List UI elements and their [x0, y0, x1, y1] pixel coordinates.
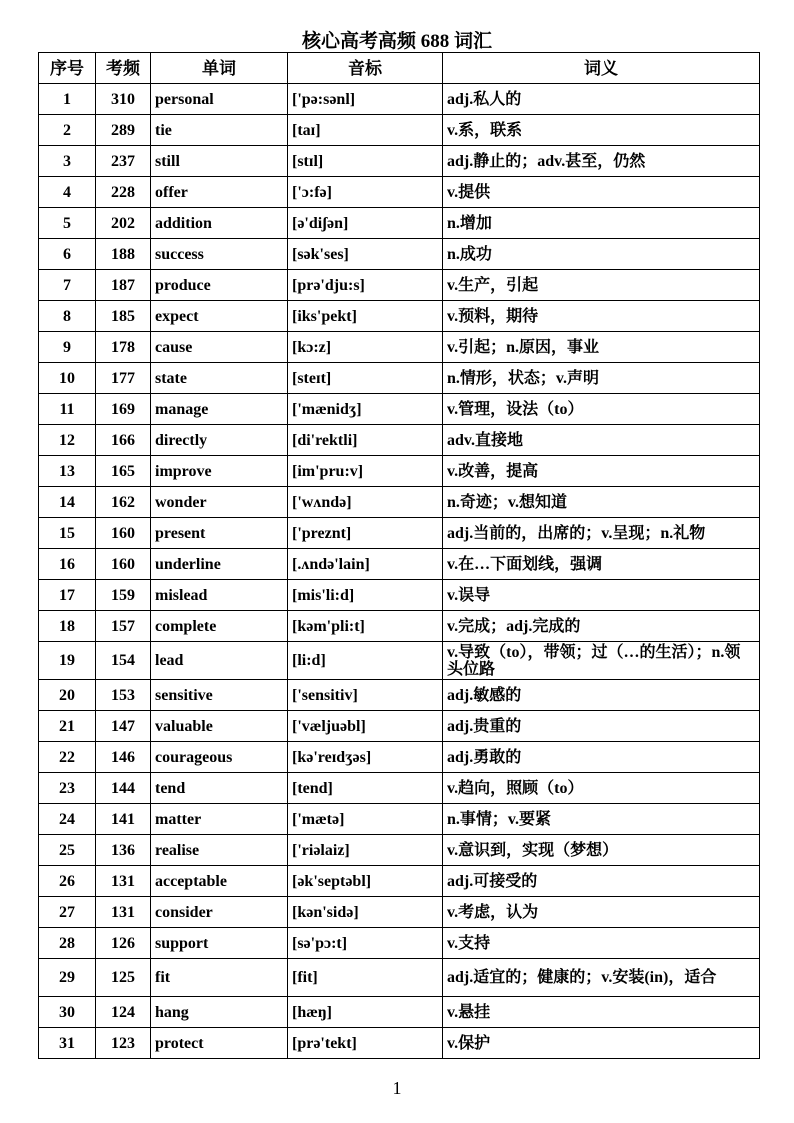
table-row: [39, 773, 760, 804]
header-index: 序号: [39, 53, 96, 84]
row-meaning: n.成功: [443, 239, 760, 270]
row-meaning: v.支持: [443, 928, 760, 959]
row-frequency: 187: [96, 270, 151, 301]
row-phonetic: ['preznt]: [288, 518, 443, 549]
row-phonetic: [iks'pekt]: [288, 301, 443, 332]
table-row: [39, 84, 760, 115]
row-index: 17: [39, 580, 96, 611]
table-row: [39, 804, 760, 835]
row-meaning: adj.敏感的: [443, 680, 760, 711]
row-frequency: 169: [96, 394, 151, 425]
row-meaning: v.改善，提高: [443, 456, 760, 487]
row-index: 10: [39, 363, 96, 394]
page-number: 1: [392, 1078, 402, 1098]
row-word: produce: [151, 270, 288, 301]
row-word: state: [151, 363, 288, 394]
table-row: [39, 1028, 760, 1059]
row-word: matter: [151, 804, 288, 835]
row-frequency: 160: [96, 549, 151, 580]
row-meaning: v.趋向，照顾（to）: [443, 773, 760, 804]
row-index: 31: [39, 1028, 96, 1059]
row-phonetic: [kən'sidə]: [288, 897, 443, 928]
row-word: protect: [151, 1028, 288, 1059]
row-index: 2: [39, 115, 96, 146]
row-phonetic: [tend]: [288, 773, 443, 804]
row-frequency: 188: [96, 239, 151, 270]
row-meaning: adj.可接受的: [443, 866, 760, 897]
table-row: [39, 959, 760, 997]
row-meaning: adj.贵重的: [443, 711, 760, 742]
row-phonetic: [sək'ses]: [288, 239, 443, 270]
row-meaning: adj.静止的；adv.甚至，仍然: [443, 146, 760, 177]
row-frequency: 136: [96, 835, 151, 866]
header-word: 单词: [151, 53, 288, 84]
row-phonetic: [hæŋ]: [288, 997, 443, 1028]
row-meaning: v.考虑，认为: [443, 897, 760, 928]
row-meaning: v.完成；adj.完成的: [443, 611, 760, 642]
row-phonetic: [sə'pɔ:t]: [288, 928, 443, 959]
table-row: [39, 487, 760, 518]
row-word: improve: [151, 456, 288, 487]
row-phonetic: [stɪl]: [288, 146, 443, 177]
row-meaning: v.提供: [443, 177, 760, 208]
row-phonetic: [kə'reɪdʒəs]: [288, 742, 443, 773]
row-meaning: n.奇迹；v.想知道: [443, 487, 760, 518]
header-phonetic: 音标: [288, 53, 443, 84]
row-word: realise: [151, 835, 288, 866]
row-index: 12: [39, 425, 96, 456]
row-index: 15: [39, 518, 96, 549]
table-row: [39, 177, 760, 208]
row-meaning: v.预料，期待: [443, 301, 760, 332]
row-frequency: 126: [96, 928, 151, 959]
row-word: present: [151, 518, 288, 549]
row-phonetic: ['mænidʒ]: [288, 394, 443, 425]
table-row: [39, 742, 760, 773]
table-row: [39, 115, 760, 146]
row-meaning: v.悬挂: [443, 997, 760, 1028]
row-phonetic: [kəm'pli:t]: [288, 611, 443, 642]
table-row: [39, 146, 760, 177]
row-index: 16: [39, 549, 96, 580]
row-phonetic: [di'rektli]: [288, 425, 443, 456]
row-index: 9: [39, 332, 96, 363]
row-meaning: adj.适宜的；健康的；v.安装(in)，适合: [443, 959, 760, 997]
row-frequency: 165: [96, 456, 151, 487]
row-phonetic: [li:d]: [288, 642, 443, 680]
row-frequency: 153: [96, 680, 151, 711]
row-frequency: 159: [96, 580, 151, 611]
row-word: fit: [151, 959, 288, 997]
row-phonetic: [steɪt]: [288, 363, 443, 394]
row-meaning: v.误导: [443, 580, 760, 611]
row-phonetic: [taɪ]: [288, 115, 443, 146]
row-meaning: v.保护: [443, 1028, 760, 1059]
table-row: [39, 301, 760, 332]
row-word: success: [151, 239, 288, 270]
row-frequency: 185: [96, 301, 151, 332]
row-word: underline: [151, 549, 288, 580]
row-word: valuable: [151, 711, 288, 742]
row-frequency: 160: [96, 518, 151, 549]
row-phonetic: [im'pru:v]: [288, 456, 443, 487]
row-word: mislead: [151, 580, 288, 611]
row-phonetic: ['wʌndə]: [288, 487, 443, 518]
row-index: 27: [39, 897, 96, 928]
row-phonetic: [.ʌndə'lain]: [288, 549, 443, 580]
row-phonetic: ['ɔ:fə]: [288, 177, 443, 208]
row-frequency: 177: [96, 363, 151, 394]
row-word: sensitive: [151, 680, 288, 711]
table-row: [39, 611, 760, 642]
header-frequency: 考频: [96, 53, 151, 84]
row-index: 28: [39, 928, 96, 959]
table-row: [39, 642, 760, 680]
row-index: 7: [39, 270, 96, 301]
row-meaning: v.引起；n.原因，事业: [443, 332, 760, 363]
row-phonetic: ['riəlaiz]: [288, 835, 443, 866]
row-word: wonder: [151, 487, 288, 518]
row-frequency: 146: [96, 742, 151, 773]
row-meaning: v.生产，引起: [443, 270, 760, 301]
row-index: 22: [39, 742, 96, 773]
row-phonetic: [mis'li:d]: [288, 580, 443, 611]
row-index: 24: [39, 804, 96, 835]
row-phonetic: [prə'dju:s]: [288, 270, 443, 301]
row-frequency: 131: [96, 866, 151, 897]
row-word: personal: [151, 84, 288, 115]
row-word: lead: [151, 642, 288, 680]
row-index: 13: [39, 456, 96, 487]
table-row: [39, 866, 760, 897]
row-meaning: n.事情；v.要紧: [443, 804, 760, 835]
row-index: 19: [39, 642, 96, 680]
row-meaning: adj.当前的，出席的；v.呈现；n.礼物: [443, 518, 760, 549]
row-meaning: v.管理，设法（to）: [443, 394, 760, 425]
row-meaning: adv.直接地: [443, 425, 760, 456]
table-row: [39, 897, 760, 928]
row-word: hang: [151, 997, 288, 1028]
row-meaning: n.增加: [443, 208, 760, 239]
row-phonetic: ['væljuəbl]: [288, 711, 443, 742]
row-word: expect: [151, 301, 288, 332]
table-row: [39, 928, 760, 959]
row-index: 4: [39, 177, 96, 208]
table-row: [39, 680, 760, 711]
row-word: offer: [151, 177, 288, 208]
row-word: acceptable: [151, 866, 288, 897]
row-phonetic: ['pə:sənl]: [288, 84, 443, 115]
row-index: 30: [39, 997, 96, 1028]
row-word: complete: [151, 611, 288, 642]
row-meaning: adj.勇敢的: [443, 742, 760, 773]
row-word: tie: [151, 115, 288, 146]
vocabulary-table: [38, 52, 760, 1059]
table-row: [39, 332, 760, 363]
page-title: 核心高考高频 688 词汇: [301, 31, 492, 52]
table-row: [39, 239, 760, 270]
row-frequency: 123: [96, 1028, 151, 1059]
row-meaning: v.在…下面划线，强调: [443, 549, 760, 580]
row-word: tend: [151, 773, 288, 804]
row-frequency: 125: [96, 959, 151, 997]
table-row: [39, 711, 760, 742]
row-frequency: 289: [96, 115, 151, 146]
row-word: manage: [151, 394, 288, 425]
row-index: 1: [39, 84, 96, 115]
table-row: [39, 835, 760, 866]
row-word: directly: [151, 425, 288, 456]
row-phonetic: [fit]: [288, 959, 443, 997]
row-index: 18: [39, 611, 96, 642]
row-phonetic: ['mætə]: [288, 804, 443, 835]
row-frequency: 154: [96, 642, 151, 680]
row-frequency: 166: [96, 425, 151, 456]
row-meaning: n.情形，状态；v.声明: [443, 363, 760, 394]
row-phonetic: [ə'diʃən]: [288, 208, 443, 239]
table-row: [39, 580, 760, 611]
row-word: still: [151, 146, 288, 177]
row-index: 8: [39, 301, 96, 332]
row-word: courageous: [151, 742, 288, 773]
row-index: 26: [39, 866, 96, 897]
row-phonetic: [kɔ:z]: [288, 332, 443, 363]
row-word: consider: [151, 897, 288, 928]
row-frequency: 310: [96, 84, 151, 115]
row-phonetic: ['sensitiv]: [288, 680, 443, 711]
row-word: cause: [151, 332, 288, 363]
table-row: [39, 425, 760, 456]
row-frequency: 144: [96, 773, 151, 804]
table-row: [39, 208, 760, 239]
row-frequency: 202: [96, 208, 151, 239]
row-meaning: v.系，联系: [443, 115, 760, 146]
row-phonetic: [prə'tekt]: [288, 1028, 443, 1059]
row-word: support: [151, 928, 288, 959]
row-word: addition: [151, 208, 288, 239]
table-header: [39, 53, 760, 84]
row-frequency: 124: [96, 997, 151, 1028]
row-frequency: 162: [96, 487, 151, 518]
header-meaning: 词义: [443, 53, 760, 84]
row-index: 6: [39, 239, 96, 270]
row-frequency: 147: [96, 711, 151, 742]
row-meaning: v.导致（to），带领；过（…的生活）；n.领头位路: [443, 642, 760, 680]
row-index: 29: [39, 959, 96, 997]
row-index: 11: [39, 394, 96, 425]
row-meaning: adj.私人的: [443, 84, 760, 115]
row-frequency: 131: [96, 897, 151, 928]
row-index: 25: [39, 835, 96, 866]
row-frequency: 237: [96, 146, 151, 177]
row-index: 5: [39, 208, 96, 239]
row-index: 21: [39, 711, 96, 742]
row-index: 14: [39, 487, 96, 518]
table-row: [39, 363, 760, 394]
row-index: 3: [39, 146, 96, 177]
row-index: 20: [39, 680, 96, 711]
table-row: [39, 518, 760, 549]
table-row: [39, 394, 760, 425]
row-index: 23: [39, 773, 96, 804]
row-meaning: v.意识到，实现（梦想）: [443, 835, 760, 866]
row-frequency: 228: [96, 177, 151, 208]
table-row: [39, 549, 760, 580]
table-row: [39, 270, 760, 301]
row-frequency: 157: [96, 611, 151, 642]
row-frequency: 178: [96, 332, 151, 363]
row-phonetic: [ək'septəbl]: [288, 866, 443, 897]
table-row: [39, 456, 760, 487]
row-frequency: 141: [96, 804, 151, 835]
table-row: [39, 997, 760, 1028]
